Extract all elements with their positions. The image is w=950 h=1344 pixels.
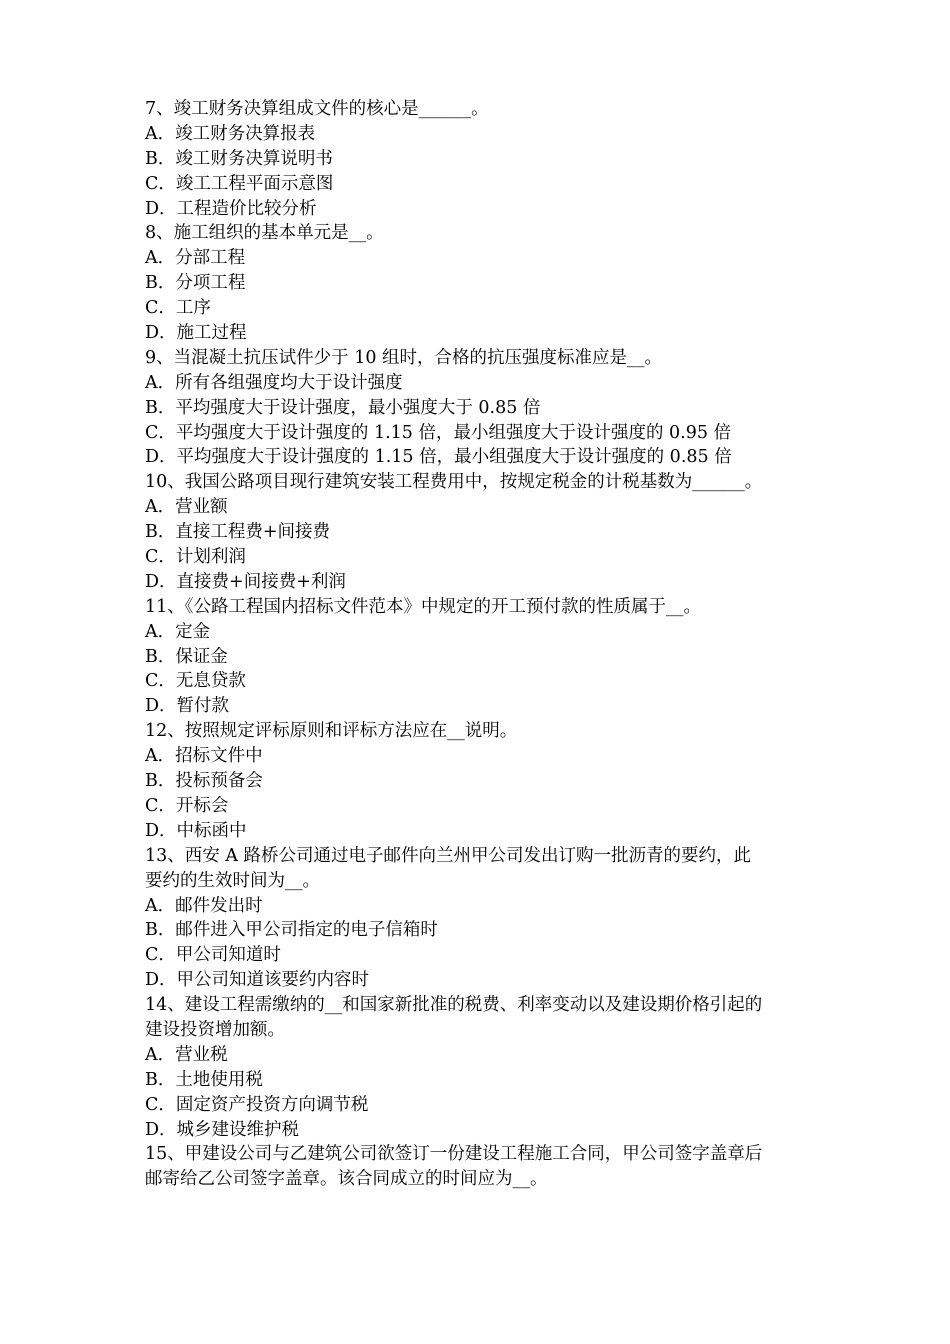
- question-11: [145, 595, 810, 719]
- option-c: C．甲公司知道时: [145, 945, 281, 966]
- question-text: 12、按照规定评标原则和评标方法应在__说明。: [145, 721, 518, 742]
- option-d: D．直接费+间接费+利润: [145, 571, 346, 592]
- option-b: B．投标预备会: [145, 771, 263, 792]
- option-d: D．暂付款: [145, 696, 230, 717]
- question-10: [145, 470, 810, 594]
- option-b: B．竣工财务决算说明书: [145, 148, 333, 169]
- question-13: [145, 844, 810, 993]
- document-page: [145, 97, 810, 1192]
- option-b: B．邮件进入甲公司指定的电子信箱时: [145, 920, 438, 941]
- option-a: A．所有各组强度均大于设计强度: [145, 372, 403, 393]
- option-d: D．城乡建设维护税: [145, 1119, 300, 1140]
- option-c: C．无息贷款: [145, 671, 246, 692]
- question-text: 11、《公路工程国内招标文件范本》中规定的开工预付款的性质属于__。: [145, 596, 702, 617]
- option-a: A．招标文件中: [145, 746, 263, 767]
- option-b: B．平均强度大于设计强度，最小强度大于 0.85 倍: [145, 397, 541, 418]
- question-text: 15、甲建设公司与乙建筑公司欲签订一份建设工程施工合同，甲公司签字盖章后: [145, 1144, 763, 1165]
- question-text-continued: 建设投资增加额。: [145, 1019, 285, 1040]
- question-12: [145, 719, 810, 843]
- option-c: C．固定资产投资方向调节税: [145, 1094, 369, 1115]
- option-d: D．中标函中: [145, 820, 247, 841]
- option-a: A．分部工程: [145, 248, 246, 269]
- question-text: 10、我国公路项目现行建筑安装工程费用中，按规定税金的计税基数为______。: [145, 472, 763, 493]
- question-text-continued: 邮寄给乙公司签字盖章。该合同成立的时间应为__。: [145, 1169, 548, 1190]
- question-9: [145, 346, 810, 470]
- option-d: D．平均强度大于设计强度的 1.15 倍，最小组强度大于设计强度的 0.85 倍: [145, 447, 732, 468]
- question-15: [145, 1142, 810, 1192]
- option-c: C．平均强度大于设计强度的 1.15 倍，最小组强度大于设计强度的 0.95 倍: [145, 422, 732, 443]
- option-a: A．竣工财务决算报表: [145, 123, 316, 144]
- option-b: B．直接工程费+间接费: [145, 522, 331, 543]
- option-c: C．竣工工程平面示意图: [145, 173, 334, 194]
- option-d: D．甲公司知道该要约内容时: [145, 970, 370, 991]
- question-text-continued: 要约的生效时间为__。: [145, 870, 320, 891]
- option-a: A．定金: [145, 621, 211, 642]
- option-d: D．施工过程: [145, 323, 247, 344]
- question-text: 9、当混凝土抗压试件少于 10 组时，合格的抗压强度标准应是__。: [145, 347, 663, 368]
- option-a: A．营业税: [145, 1044, 228, 1065]
- option-b: B．保证金: [145, 646, 228, 667]
- question-14: [145, 993, 810, 1142]
- question-text: 13、西安 A 路桥公司通过电子邮件向兰州甲公司发出订购一批沥青的要约，此: [145, 845, 752, 866]
- question-text: 14、建设工程需缴纳的__和国家新批准的税费、利率变动以及建设期价格引起的: [145, 995, 763, 1016]
- option-a: A．邮件发出时: [145, 895, 263, 916]
- option-b: B．土地使用税: [145, 1069, 263, 1090]
- question-8: [145, 221, 810, 345]
- option-c: C．工序: [145, 298, 211, 319]
- option-a: A．营业额: [145, 497, 228, 518]
- question-7: [145, 97, 810, 221]
- option-c: C．计划利润: [145, 547, 246, 568]
- question-text: 8、施工组织的基本单元是__。: [145, 223, 384, 244]
- option-b: B．分项工程: [145, 273, 246, 294]
- option-c: C．开标会: [145, 795, 229, 816]
- question-text: 7、竣工财务决算组成文件的核心是______。: [145, 99, 489, 119]
- option-d: D．工程造价比较分析: [145, 198, 317, 219]
